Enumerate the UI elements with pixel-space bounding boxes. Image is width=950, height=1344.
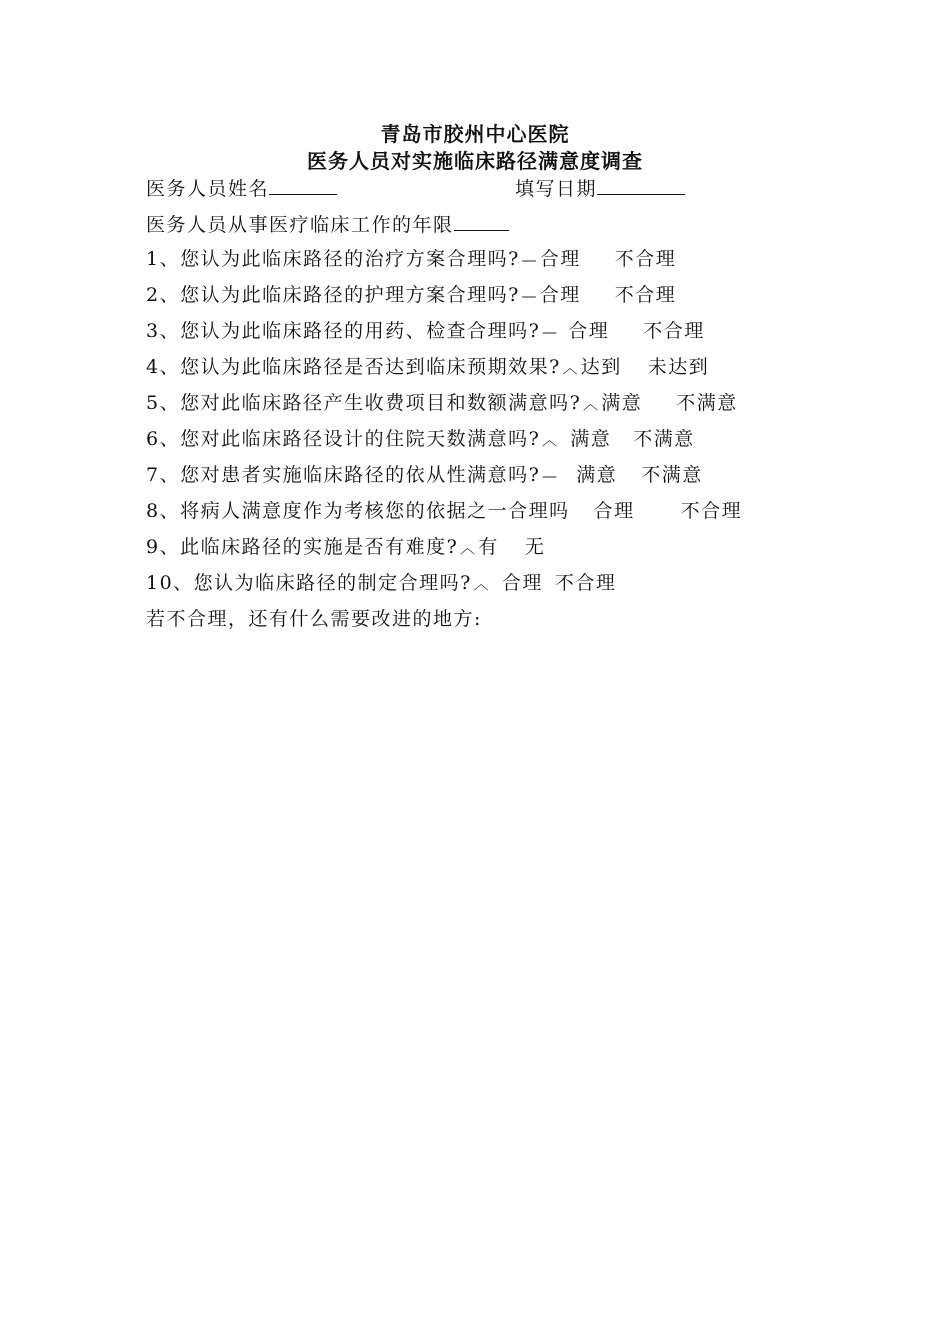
name-field-row (146, 175, 337, 201)
option-b[interactable]: 不合理 (680, 500, 743, 522)
question-4 (146, 355, 709, 380)
option-b[interactable]: 未达到 (647, 356, 710, 378)
date-field-row (515, 175, 685, 201)
question-text: 5、您对此临床路径产生收费项目和数额满意吗? (146, 392, 582, 414)
question-text: 1、您认为此临床路径的治疗方案合理吗? (146, 248, 520, 270)
years-field-row (146, 211, 509, 237)
option-a[interactable]: 达到 (580, 356, 622, 378)
option-a[interactable]: 有 (478, 536, 499, 558)
option-b[interactable]: 不合理 (554, 572, 617, 594)
hospital-title: 青岛市胶州中心医院 (380, 122, 570, 146)
option-b[interactable]: 不合理 (614, 284, 677, 306)
option-b[interactable]: 不满意 (676, 392, 738, 414)
option-a[interactable]: 合理 (593, 500, 635, 522)
question-10 (146, 571, 616, 596)
dash-mark: — (521, 287, 539, 305)
question-text: 7、您对患者实施临床路径的依从性满意吗? (146, 464, 541, 486)
years-blank[interactable] (454, 211, 509, 231)
caret-mark: ︿ (473, 575, 491, 593)
option-a[interactable]: 满意 (570, 428, 612, 450)
option-a[interactable]: 合理 (539, 284, 581, 306)
question-9 (146, 535, 545, 560)
option-b[interactable]: 不合理 (643, 320, 705, 342)
question-text: 6、您对此临床路径设计的住院天数满意吗? (146, 428, 541, 450)
question-text: 8、将病人满意度作为考核您的依据之一合理吗 (146, 500, 570, 522)
option-a[interactable]: 满意 (601, 392, 643, 414)
option-b[interactable]: 不满意 (633, 428, 695, 450)
question-3 (146, 319, 705, 344)
option-a[interactable]: 合理 (501, 572, 543, 594)
option-a[interactable]: 合理 (568, 320, 610, 342)
caret-mark: ︿ (562, 359, 580, 377)
dash-mark: — (521, 251, 539, 269)
question-text: 10、您认为临床路径的制定合理吗? (146, 572, 472, 594)
question-5 (146, 391, 738, 416)
question-text: 2、您认为此临床路径的护理方案合理吗? (146, 284, 520, 306)
caret-mark: ︿ (583, 395, 600, 413)
question-text: 4、您认为此临床路径是否达到临床预期效果? (146, 356, 561, 378)
option-b[interactable]: 无 (524, 536, 546, 558)
question-8 (146, 499, 742, 523)
date-label: 填写日期 (515, 178, 598, 200)
name-blank[interactable] (269, 175, 337, 195)
question-2 (146, 283, 676, 308)
option-b[interactable]: 不合理 (614, 248, 677, 270)
question-text: 3、您认为此临床路径的用药、检查合理吗? (146, 320, 541, 342)
name-label: 医务人员姓名 (146, 178, 270, 200)
caret-mark: ︿ (542, 431, 559, 449)
question-text: 9、此临床路径的实施是否有难度? (146, 536, 459, 558)
dash-mark: — (542, 467, 559, 485)
date-blank[interactable] (597, 175, 685, 195)
dash-mark: — (542, 323, 559, 341)
caret-mark: ︿ (460, 539, 477, 557)
question-1 (146, 247, 676, 272)
option-b[interactable]: 不满意 (641, 464, 703, 486)
survey-title: 医务人员对实施临床路径满意度调查 (307, 149, 643, 173)
improve-prompt: 若不合理，还有什么需要改进的地方: (146, 608, 482, 630)
question-6 (146, 427, 695, 452)
question-7 (146, 463, 703, 488)
option-a[interactable]: 满意 (576, 464, 618, 486)
years-label: 医务人员从事医疗临床工作的年限 (146, 214, 454, 236)
option-a[interactable]: 合理 (539, 248, 581, 270)
